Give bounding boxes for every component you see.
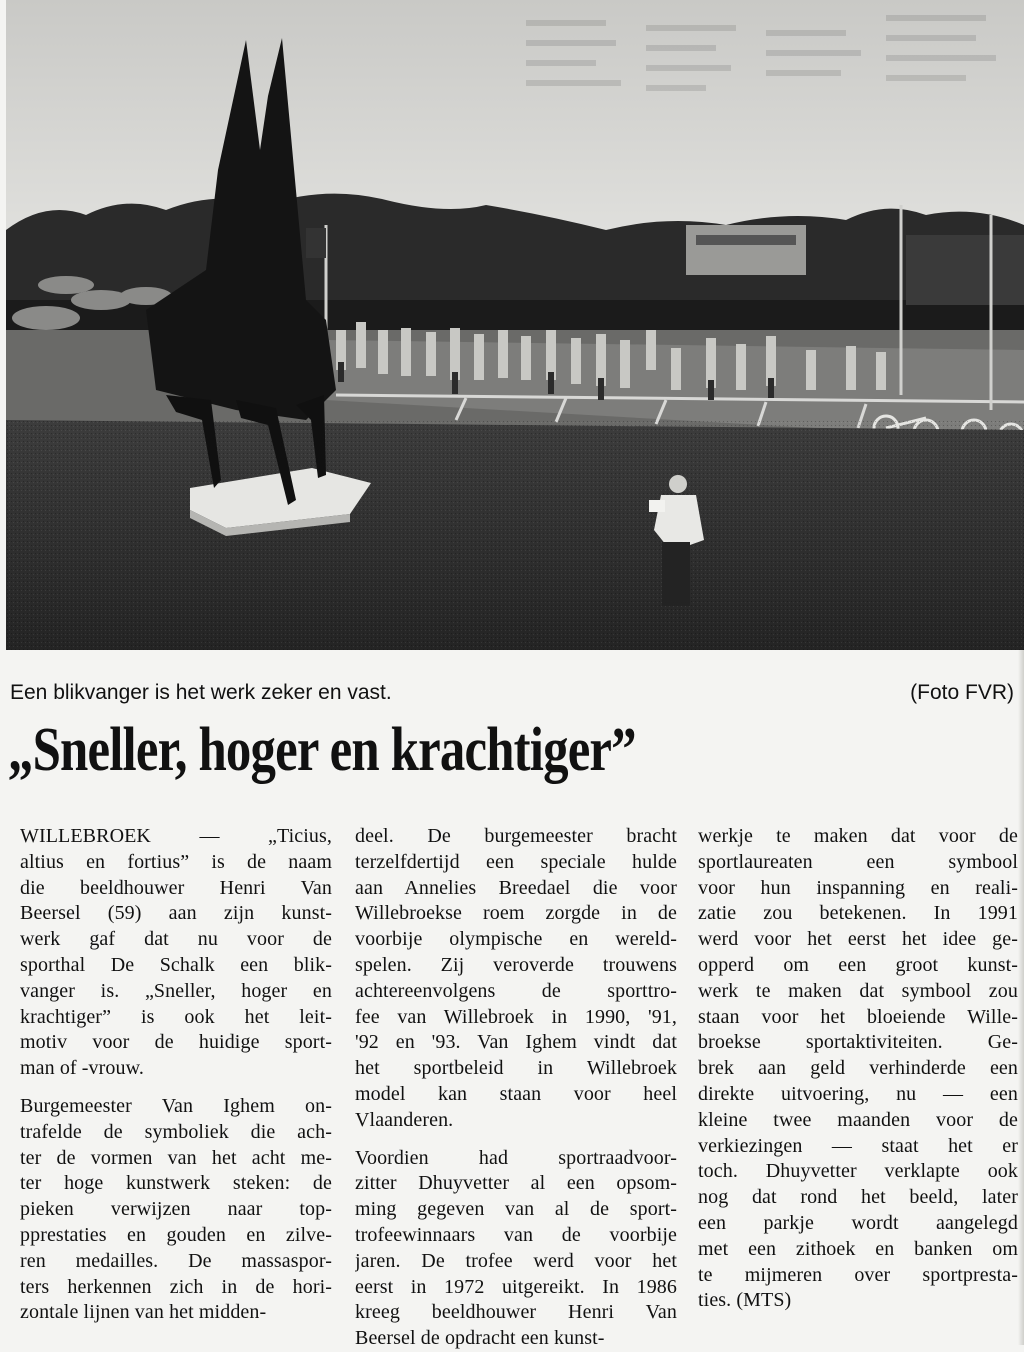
caption-text: Een blikvanger is het werk zeker en vast. [10, 681, 392, 704]
article-line: deel. De burgemeester bracht [355, 825, 677, 847]
article-line: toch. Dhuyvetter verklapte ook [698, 1160, 1018, 1183]
paragraph-gap [355, 1134, 677, 1146]
article-line: trofeewinnaars van de voorbije [355, 1223, 677, 1246]
article-line: krachtiger” is ook het leit- [20, 1005, 332, 1028]
article-line: voorbije olympische en wereld- [355, 928, 677, 951]
news-photo [6, 0, 1024, 650]
article-line: Voordien had sportraadvoor- [355, 1146, 677, 1169]
article-line: terzelfdertijd een speciale hulde [355, 850, 677, 873]
article-line: broekse sportaktiviteiten. Ge- [698, 1031, 1018, 1054]
article-line: altius en fortius” is de naam [20, 850, 332, 873]
article-line: fee van Willebroek in 1990, '91, [355, 1005, 677, 1028]
page-edge [1018, 650, 1024, 1345]
article-line: ters herkennen zich in de hori- [20, 1275, 332, 1298]
article-line: ren medailles. De massaspor- [20, 1249, 332, 1272]
article-column-2 [355, 824, 677, 1352]
article-line: spelen. Zij veroverde trouwens [355, 953, 677, 976]
article-line: voor hun inspanning en reali- [698, 876, 1018, 899]
article-line: opperd om een groot kunst- [698, 953, 1018, 976]
sculpture-photo-icon [6, 0, 1024, 650]
photo-credit: (Foto FVR) [910, 681, 1014, 704]
article-line: een parkje wordt aangelegd [698, 1211, 1018, 1234]
article-line: achtereenvolgens de sporttro- [355, 979, 677, 1002]
article-line: jaren. De trofee werd voor het [355, 1249, 677, 1272]
article-line: man of -vrouw. [20, 1057, 144, 1080]
article-line: werk gaf dat nu voor de [20, 928, 332, 951]
article-line: WILLEBROEK — „Ticius, [20, 825, 332, 847]
article-line: motiv voor de huidige sport- [20, 1031, 332, 1054]
article-line: direkte uitvoering, nu — een [698, 1082, 1018, 1105]
article-line: Beersel (59) aan zijn kunst- [20, 902, 332, 925]
article-column-1 [20, 824, 332, 1326]
article-line: het sportbeleid in Willebroek [355, 1057, 677, 1080]
article-line: te mijmeren over sportpresta- [698, 1263, 1018, 1286]
article-line: Beersel de opdracht een kunst- [355, 1327, 605, 1350]
article-line: Willebroekse roem zorgde in de [355, 902, 677, 925]
article-line: model kan staan voor heel [355, 1082, 677, 1105]
article-column-3 [698, 824, 1018, 1314]
article-line: sportlaureaten een symbool [698, 850, 1018, 873]
article-line: kreeg beeldhouwer Henri Van [355, 1301, 677, 1324]
article-line: ties. (MTS) [698, 1289, 792, 1312]
article-line: verkiezingen — staat het er [698, 1134, 1018, 1157]
article-line: Vlaanderen. [355, 1108, 454, 1131]
article-line: werk te maken dat symbool zou [698, 979, 1018, 1002]
article-line: brek aan geld verhinderde een [698, 1057, 1018, 1080]
article-line: nog dat rond het beeld, later [698, 1186, 1018, 1209]
article-line: eerst in 1972 uitgereikt. In 1986 [355, 1275, 677, 1298]
article-line: zitter Dhuyvetter al een opsom- [355, 1172, 677, 1195]
article-line: ter hoge kunstwerk steken: de [20, 1172, 332, 1195]
article-line: '92 en '93. Van Ighem vindt dat [355, 1031, 677, 1054]
article-line: werkje te maken dat voor de [698, 825, 1018, 847]
article-line: ter de vormen van het acht me- [20, 1146, 332, 1169]
article-headline: „Sneller, hoger en krachtiger” [8, 716, 636, 784]
article-line: met een zithoek en banken om [698, 1237, 1018, 1260]
paragraph-gap [20, 1082, 332, 1094]
article-line: werd voor het eerst het idee ge- [698, 928, 1018, 951]
article-line: die beeldhouwer Henri Van [20, 876, 332, 899]
article-line: Burgemeester Van Ighem on- [20, 1094, 332, 1117]
article-line: zontale lijnen van het midden- [20, 1301, 267, 1324]
article-line: pprestaties en gouden en zilve- [20, 1223, 332, 1246]
article-line: sporthal De Schalk een blik- [20, 953, 332, 976]
article-line: ming gegeven van al de sport- [355, 1198, 677, 1221]
photo-caption [10, 678, 1014, 708]
article-line: kleine twee maanden voor de [698, 1108, 1018, 1131]
article-line: staan voor het bloeiende Wille- [698, 1005, 1018, 1028]
article-line: zatie zou betekenen. In 1991 [698, 902, 1018, 925]
article-line: pieken verwijzen naar top- [20, 1198, 332, 1221]
article-line: aan Annelies Breedael die voor [355, 876, 677, 899]
article-line: vanger is. „Sneller, hoger en [20, 979, 332, 1002]
article-line: trafelde de symboliek die ach- [20, 1120, 332, 1143]
